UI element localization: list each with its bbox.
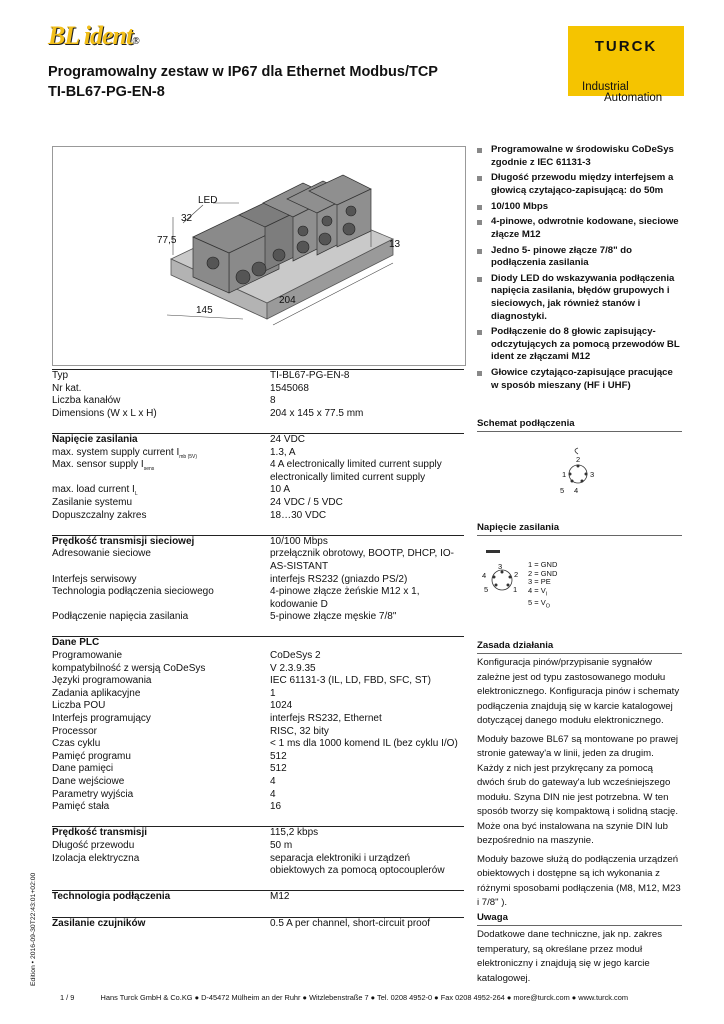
feature-bullet: Długość przewodu między interfejsem a głowicą czytająco-zapisującą: do 50m — [477, 172, 682, 197]
table-value: M12 — [270, 891, 290, 903]
table-row — [52, 484, 464, 497]
table-gap — [52, 814, 464, 827]
feature-bullet: 10/100 Mbps — [477, 201, 682, 214]
table-row — [52, 650, 464, 663]
napiecie-pin-3: 3 — [498, 562, 503, 571]
zasada-paragraph-3: Moduły bazowe służą do podłączenia urządzeń obiektowych i dostępne są ich wykonania z różnymi sposobami podłączenia (M8, M12, M23 i 7/8" ). — [477, 853, 681, 908]
product-figure — [52, 146, 466, 366]
table-key: Liczba kanałów — [52, 395, 121, 407]
table-row — [52, 433, 464, 447]
table-key: Dopuszczalny zakres — [52, 509, 147, 521]
table-value: CoDeSys 2 — [270, 650, 321, 662]
feature-bullet: Programowalne w środowisku CoDeSys zgodnie z IEC 61131-3 — [477, 144, 682, 169]
table-row — [52, 789, 464, 802]
power-pin-legend — [528, 561, 557, 611]
table-row — [52, 636, 464, 650]
table-value: 4 — [270, 776, 276, 787]
schemat-pin-2: 2 — [576, 455, 581, 464]
table-key: Zasilanie czujników — [52, 917, 146, 929]
table-value: 16 — [270, 801, 282, 813]
table-key: Języki programowania — [52, 675, 152, 687]
table-value: TI-BL67-PG-EN-8 — [270, 370, 350, 381]
table-row — [52, 713, 464, 726]
led-label: LED — [198, 195, 218, 206]
table-key: Dimensions (W x L x H) — [52, 407, 157, 419]
table-row — [52, 738, 464, 751]
table-row — [52, 383, 464, 396]
table-key: Technologia podłączenia sieciowego — [52, 586, 214, 598]
edition-stamp: Edition • 2016-09-30T22:43:01+02:00 — [30, 872, 37, 986]
napiecie-pin-1: 1 — [513, 585, 518, 594]
bl-ident-logo: BL ident® — [48, 21, 139, 50]
table-gap — [52, 522, 464, 535]
feature-bullet: Podłączenie do 8 głowic zapisujący-odczytujących za pomocą przewodów BL ident ze złączami M12 — [477, 326, 682, 364]
zasada-rule — [477, 653, 682, 654]
table-value: 50 m — [270, 839, 293, 851]
table-value: 1545068 — [270, 382, 309, 394]
table-row — [52, 459, 464, 484]
table-key: Podłączenie napięcia zasilania — [52, 611, 189, 623]
table-key: max. system supply current $I_{mb (5V)}$ — [52, 446, 198, 460]
table-value: separacja elektroniki i urządzeń obiektowych za pomocą optocouplerów — [270, 852, 445, 877]
table-row — [52, 611, 464, 624]
table-row — [52, 586, 464, 611]
table-row — [52, 688, 464, 701]
turck-logo: TURCK — [594, 38, 658, 55]
table-row — [52, 510, 464, 523]
table-key: Napięcie zasilania — [52, 433, 138, 445]
dim-32: 32 — [181, 213, 193, 224]
table-gap — [52, 904, 464, 917]
table-value: 0.5 A per channel, short-circuit proof — [270, 917, 431, 929]
table-key: Prędkość transmisji sieciowej — [52, 535, 195, 547]
table-row — [52, 776, 464, 789]
table-key: Długość przewodu — [52, 839, 135, 851]
table-key: Typ — [52, 370, 69, 381]
table-value: 1024 — [270, 700, 293, 712]
table-row — [52, 853, 464, 878]
table-row — [52, 497, 464, 510]
table-value: IEC 61131-3 (IL, LD, FBD, SFC, ST) — [270, 675, 431, 687]
table-gap — [52, 420, 464, 433]
legend-1: 1 = GND — [528, 560, 558, 569]
table-key: Izolacja elektryczna — [52, 852, 140, 864]
table-row — [52, 369, 464, 383]
feature-bullet: 4-pinowe, odwrotnie kodowane, sieciowe złącze M12 — [477, 216, 682, 241]
schemat-pin-1: 1 — [562, 470, 567, 479]
footer — [60, 993, 628, 1002]
table-row — [52, 675, 464, 688]
product-drawing — [53, 147, 465, 365]
schemat-pin-4: 4 — [574, 486, 579, 495]
table-key: Max. sensor supply $I_{sens}$ — [52, 459, 155, 473]
zasada-body — [477, 656, 682, 911]
table-key: Dane wejściowe — [52, 776, 125, 787]
schemat-pin-5: 5 — [560, 486, 565, 495]
table-value: 1 — [270, 687, 276, 699]
zasada-paragraph-1: Konfiguracja pinów/przypisanie sygnałów zależne jest od typu zastosowanego modułu elektronicznego. Konfiguracja pinów i schematy podłączenia znajdują się w karcie katalogowej dotyczącej danego modułu elektronicznego. — [477, 657, 680, 726]
feature-bullet: Jedno 5- pinowe złącze 7/8" do podłączenia zasilania — [477, 245, 682, 270]
table-value: przełącznik obrotowy, BOOTP, DHCP, IO-AS-SISTANT — [270, 548, 454, 572]
table-value: interfejs RS232 (gniazdo PS/2) — [270, 573, 408, 585]
schemat-rule — [477, 431, 682, 432]
table-value: 5-pinowe złącze męskie 7/8" — [270, 611, 397, 623]
table-key: Interfejs programujący — [52, 713, 151, 725]
table-key: Prędkość transmisji — [52, 827, 148, 839]
zasada-title: Zasada działania — [477, 640, 554, 651]
table-gap — [52, 878, 464, 891]
product-code: TI-BL67-PG-EN-8 — [48, 84, 165, 100]
table-key: Interfejs serwisowy — [52, 573, 137, 585]
table-value: 4 A electronically limited current supply electronically limited current supply — [270, 459, 442, 483]
power-connector-icon — [480, 544, 530, 608]
spec-table — [52, 369, 464, 930]
tagline-automation: Automation — [604, 92, 663, 104]
uwaga-paragraph: Dodatkowe dane techniczne, jak np. zakres temperatury, są określane przez moduł elektroniczny i znajdują się w jego karcie katalogowej. — [477, 929, 663, 984]
legend-2: 2 = GND — [528, 568, 558, 578]
feature-bullet: Głowice czytająco-zapisujące pracujące w sposób mieszany (HF i UHF) — [477, 367, 682, 392]
table-value: 24 VDC / 5 VDC — [270, 496, 343, 508]
table-value: 512 — [270, 750, 287, 762]
table-row — [52, 663, 464, 676]
table-key: Dane pamięci — [52, 763, 114, 775]
table-value: 512 — [270, 763, 287, 775]
table-row — [52, 840, 464, 853]
table-row — [52, 447, 464, 460]
m12-pin-diagram — [556, 440, 606, 500]
legend-4: $4 = V_I$ — [528, 585, 548, 598]
table-row — [52, 395, 464, 408]
table-row — [52, 763, 464, 776]
table-row — [52, 751, 464, 764]
table-key: Parametry wyjścia — [52, 788, 134, 800]
tagline-industrial: Industrial — [582, 81, 629, 93]
uwaga-rule — [477, 925, 682, 926]
table-key: Czas cyklu — [52, 738, 101, 750]
table-value: interfejs RS232, Ethernet — [270, 713, 382, 725]
table-key: Zadania aplikacyjne — [52, 687, 141, 699]
table-value — [270, 637, 464, 650]
napiecie-pin-2: 2 — [514, 570, 519, 579]
feature-list — [477, 144, 682, 395]
table-value: V 2.3.9.35 — [270, 662, 316, 674]
table-key: Processor — [52, 725, 98, 737]
legend-3: 3 = PE — [528, 577, 551, 587]
footer-address: Hans Turck GmbH & Co.KG ● D-45472 Mülheim an der Ruhr ● Witzlebenstraße 7 ● Tel. 0208 4952-0 ● Fax 0208 4952-264 ● more@turck.com ● www.turck.com — [100, 993, 628, 1002]
dim-77-5: 77,5 — [157, 235, 177, 246]
napiecie-rule — [477, 535, 682, 536]
schemat-pin-3: 3 — [590, 470, 595, 479]
dim-145: 145 — [196, 305, 213, 316]
napiecie-pin-5: 5 — [484, 585, 489, 594]
table-row — [52, 574, 464, 587]
table-value: 1.3, A — [270, 446, 296, 458]
table-row — [52, 408, 464, 421]
table-value: < 1 ms dla 1000 komend IL (bez cyklu I/O) — [270, 738, 458, 750]
table-row — [52, 700, 464, 713]
table-value: RISC, 32 bity — [270, 725, 329, 737]
table-gap — [52, 624, 464, 637]
table-key: Programowanie — [52, 650, 123, 662]
dim-13: 13 — [389, 239, 401, 250]
page-number: 1 / 9 — [60, 993, 75, 1002]
table-row — [52, 917, 464, 931]
table-key: Adresowanie sieciowe — [52, 548, 151, 560]
table-value: 115,2 kbps — [270, 827, 319, 839]
uwaga-title: Uwaga — [477, 912, 508, 923]
table-row — [52, 548, 464, 573]
table-key: Pamięć programu — [52, 750, 131, 762]
napiecie-title: Napięcie zasilania — [477, 522, 560, 533]
napiecie-pin-4: 4 — [482, 571, 487, 580]
table-value: 10/100 Mbps — [270, 535, 328, 547]
table-value: 10 A — [270, 484, 291, 496]
table-key: Liczba POU — [52, 700, 106, 712]
table-key: Zasilanie systemu — [52, 496, 133, 508]
table-key: max. load current $I_L$ — [52, 484, 138, 498]
table-value: 18…30 VDC — [270, 509, 327, 521]
table-value: 204 x 145 x 77.5 mm — [270, 407, 364, 419]
table-value: 8 — [270, 395, 276, 407]
table-row — [52, 826, 464, 840]
table-key: Pamięć stała — [52, 801, 110, 813]
table-value: 4 — [270, 788, 276, 800]
page-title: Programowalny zestaw w IP67 dla Ethernet Modbus/TCP — [48, 64, 438, 80]
legend-5: $5 = V_O$ — [528, 597, 551, 610]
dim-204: 204 — [279, 295, 296, 306]
table-key: Technologia podłączenia — [52, 891, 171, 903]
table-key: kompatybilność z wersją CoDeSys — [52, 662, 206, 674]
table-key: Dane PLC — [52, 637, 100, 649]
table-row — [52, 890, 464, 904]
table-key: Nr kat. — [52, 382, 82, 394]
feature-bullet: Diody LED do wskazywania podłączenia napięcia zasilania, błędów grupowych i sieciowych, jak również stanów i diagnostyki. — [477, 273, 682, 323]
table-row — [52, 726, 464, 739]
schemat-title: Schemat podłączenia — [477, 418, 575, 429]
table-value: 24 VDC — [270, 433, 306, 445]
zasada-paragraph-2: Moduły bazowe BL67 są montowane po prawej stronie gateway'a w linii, jeden za drugim. Każdy z nich jest przykręcany za pomocą dwóch śrub do gateway'a lub wcześniejszego modułu. Szyna DIN nie jest potrzebna. W ten sposób tworzy się kompaktową i solidną stację. Może ona być instalowana na szynie DIN lub bezpośrednio na maszynie. — [477, 733, 679, 846]
table-value: 4-pinowe złącze żeńskie M12 x 1, kodowanie D — [270, 586, 420, 610]
table-row — [52, 535, 464, 549]
table-row — [52, 801, 464, 814]
